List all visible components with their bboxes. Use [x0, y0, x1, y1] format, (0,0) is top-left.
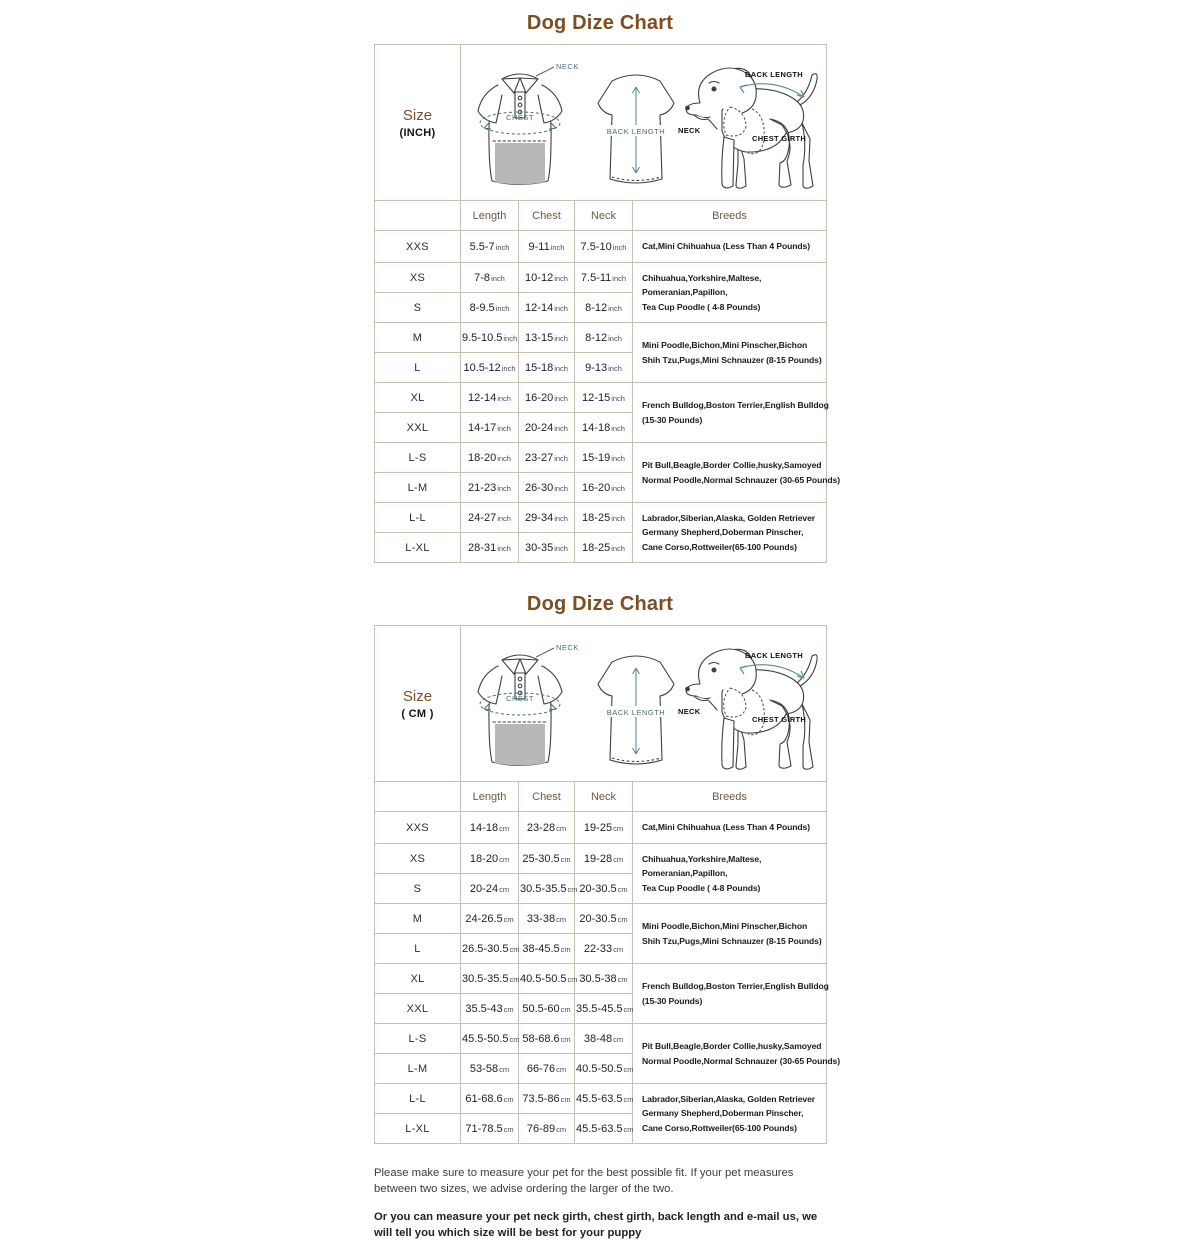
header-length: Length [461, 201, 519, 231]
unit-label: cm [503, 1004, 514, 1014]
unit-label: inch [611, 393, 625, 403]
size-value: M [375, 323, 461, 353]
unit-label: cm [617, 974, 628, 984]
front-neck-label: NECK [555, 643, 579, 652]
unit-label: cm [556, 823, 567, 833]
size-unit-label: (INCH) [399, 126, 436, 139]
length-value: 12-14 [468, 391, 497, 404]
chest-value: 30-35 [525, 541, 554, 554]
unit-label: cm [617, 914, 628, 924]
neck-value: 20-30.5 [579, 882, 617, 895]
unit-label: inch [491, 273, 505, 283]
unit-label: inch [503, 333, 518, 343]
neck-value: 18-25 [582, 511, 611, 524]
unit-label: cm [509, 944, 520, 954]
unit-label: cm [613, 854, 624, 864]
unit-label: cm [623, 1124, 634, 1134]
length-value: 24-26.5 [465, 912, 503, 925]
chest-value: 16-20 [525, 391, 554, 404]
size-chart-content [374, 0, 840, 1241]
length-value: 18-20 [469, 852, 499, 865]
chest-value: 38-45.5 [522, 942, 560, 955]
unit-label: cm [623, 1064, 634, 1074]
unit-label: inch [611, 483, 625, 493]
length-value: 21-23 [468, 481, 497, 494]
unit-label: inch [608, 303, 622, 313]
unit-label: cm [556, 1064, 567, 1074]
unit-label: cm [560, 854, 571, 864]
dog-back-length-label: BACK LENGTH [744, 70, 803, 79]
unit-label: inch [608, 363, 622, 373]
header-length: Length [461, 782, 519, 812]
size-value: L-L [375, 503, 461, 533]
chest-value: 10-12 [525, 271, 554, 284]
chest-value: 30.5-35.5 [520, 882, 567, 895]
dog-illustration [678, 68, 817, 188]
unit-label: inch [550, 242, 565, 252]
unit-label: cm [560, 1094, 571, 1104]
breeds-cell: French Bulldog,Boston Terrier,English Bulldog (15-30 Pounds) [633, 383, 827, 443]
breeds-cell: Cat,Mini Chihuahua (Less Than 4 Pounds) [633, 812, 827, 844]
back-shirt-length-label: BACK LENGTH [606, 127, 665, 136]
length-value: 9.5-10.5 [462, 331, 503, 344]
size-value: XL [375, 383, 461, 413]
breeds-cell: French Bulldog,Boston Terrier,English Bulldog (15-30 Pounds) [633, 964, 827, 1024]
neck-value: 40.5-50.5 [576, 1062, 623, 1075]
page-title-cm: Dog Dize Chart [526, 593, 674, 615]
unit-label: cm [613, 823, 624, 833]
size-value: L-XL [375, 1114, 461, 1144]
unit-label: cm [509, 974, 520, 984]
neck-value: 45.5-63.5 [576, 1092, 623, 1105]
unit-label: cm [623, 1094, 634, 1104]
breeds-cell: Mini Poodle,Bichon,Mini Pinscher,Bichon Shih Tzu,Pugs,Mini Schnauzer (8-15 Pounds) [633, 323, 827, 383]
dog-chest-girth-label: CHEST GIRTH [751, 134, 806, 143]
size-value: S [375, 874, 461, 904]
header-size-cell [375, 782, 461, 812]
breeds-cell: Cat,Mini Chihuahua (Less Than 4 Pounds) [633, 231, 827, 263]
size-unit-cell [375, 45, 461, 201]
chest-value: 73.5-86 [522, 1092, 560, 1105]
chest-value: 9-11 [528, 240, 550, 253]
unit-label: cm [560, 944, 571, 954]
dog-illustration [678, 649, 817, 769]
neck-value: 18-25 [582, 541, 611, 554]
unit-label: inch [611, 513, 625, 523]
table-row [375, 964, 827, 994]
front-chest-label: CHEST [505, 113, 534, 122]
unit-label: cm [567, 974, 578, 984]
size-value: L-M [375, 473, 461, 503]
page-title-inch: Dog Dize Chart [526, 12, 674, 34]
size-value: L-L [375, 1084, 461, 1114]
unit-label: inch [495, 303, 510, 313]
header-neck: Neck [575, 782, 633, 812]
unit-label: inch [611, 543, 625, 553]
dog-chest-girth-label: CHEST GIRTH [751, 715, 806, 724]
header-chest: Chest [519, 201, 575, 231]
neck-value: 7.5-10 [580, 240, 612, 253]
unit-label: cm [567, 884, 578, 894]
neck-value: 16-20 [582, 481, 611, 494]
unit-label: cm [499, 854, 510, 864]
size-unit-label: ( CM ) [401, 707, 434, 720]
unit-label: inch [497, 393, 511, 403]
length-value: 53-58 [469, 1062, 499, 1075]
length-value: 24-27 [468, 511, 497, 524]
length-value: 5.5-7 [469, 240, 495, 253]
measurement-diagram-cell [461, 626, 827, 782]
length-value: 28-31 [468, 541, 497, 554]
unit-label: inch [554, 483, 568, 493]
length-value: 14-17 [468, 421, 497, 434]
unit-label: cm [617, 884, 628, 894]
neck-value: 35.5-45.5 [576, 1002, 623, 1015]
neck-value: 9-13 [585, 361, 608, 374]
size-value: L-S [375, 443, 461, 473]
front-chest-label: CHEST [505, 694, 534, 703]
length-value: 30.5-35.5 [462, 972, 509, 985]
size-value: XS [375, 844, 461, 874]
table-row [375, 263, 827, 293]
email-note: Or you can measure your pet neck girth, chest girth, back length and e-mail us, we will tell you which size will be best for your puppy [374, 1211, 818, 1239]
length-value: 20-24 [469, 882, 499, 895]
unit-label: cm [623, 1004, 634, 1014]
unit-label: cm [503, 1094, 514, 1104]
table-row [375, 844, 827, 874]
header-chest: Chest [519, 782, 575, 812]
size-label: Size [402, 687, 433, 705]
unit-label: inch [497, 453, 511, 463]
unit-label: inch [554, 303, 568, 313]
breeds-cell: Chihuahua,Yorkshire,Maltese, Pomeranian,Papillon, Tea Cup Poodle ( 4-8 Pounds) [633, 844, 827, 904]
unit-label: cm [560, 1034, 571, 1044]
chest-value: 33-38 [526, 912, 556, 925]
chest-value: 20-24 [525, 421, 554, 434]
chest-value: 12-14 [525, 301, 554, 314]
table-header-row [375, 201, 827, 231]
length-value: 14-18 [469, 821, 499, 834]
neck-value: 38-48 [583, 1032, 613, 1045]
measurement-diagram-cell [461, 45, 827, 201]
chest-value: 58-68.6 [522, 1032, 560, 1045]
unit-label: inch [554, 333, 568, 343]
length-value: 61-68.6 [465, 1092, 503, 1105]
unit-label: cm [509, 1034, 520, 1044]
size-value: L-XL [375, 533, 461, 563]
neck-value: 20-30.5 [579, 912, 617, 925]
length-value: 26.5-30.5 [462, 942, 509, 955]
size-value: S [375, 293, 461, 323]
unit-label: inch [495, 242, 510, 252]
front-neck-label: NECK [555, 62, 579, 71]
unit-label: cm [556, 1124, 567, 1134]
breeds-cell: Chihuahua,Yorkshire,Maltese, Pomeranian,Papillon, Tea Cup Poodle ( 4-8 Pounds) [633, 263, 827, 323]
breeds-cell: Labrador,Siberian,Alaska, Golden Retriever Germany Shepherd,Doberman Pinscher, Cane Corso,Rottweiler(65-100 Pounds) [633, 1084, 827, 1144]
breeds-cell: Pit Bull,Beagle,Border Collie,husky,Samoyed Normal Poodle,Normal Schnauzer (30-65 Pounds) [633, 443, 827, 503]
size-value: L [375, 934, 461, 964]
length-value: 10.5-12 [463, 361, 501, 374]
unit-label: cm [556, 914, 567, 924]
neck-value: 15-19 [582, 451, 611, 464]
neck-value: 14-18 [582, 421, 611, 434]
neck-value: 22-33 [583, 942, 613, 955]
table-row [375, 503, 827, 533]
chest-value: 66-76 [526, 1062, 556, 1075]
unit-label: cm [499, 884, 510, 894]
neck-value: 19-25 [583, 821, 613, 834]
unit-label: inch [611, 423, 625, 433]
chest-value: 15-18 [525, 361, 554, 374]
header-neck: Neck [575, 201, 633, 231]
chest-value: 23-27 [525, 451, 554, 464]
neck-value: 8-12 [585, 331, 608, 344]
size-chart-table-inch [374, 44, 840, 563]
table-row [375, 323, 827, 353]
neck-value: 8-12 [585, 301, 608, 314]
unit-label: inch [554, 453, 568, 463]
unit-label: inch [501, 363, 516, 373]
neck-value: 12-15 [582, 391, 611, 404]
table-row [375, 1084, 827, 1114]
table-row [375, 383, 827, 413]
length-value: 18-20 [468, 451, 497, 464]
table-row [375, 443, 827, 473]
footer-notes [374, 1166, 832, 1241]
unit-label: inch [554, 273, 568, 283]
length-value: 71-78.5 [465, 1122, 503, 1135]
unit-label: inch [497, 483, 511, 493]
measurement-diagram [462, 626, 826, 776]
length-value: 35.5-43 [465, 1002, 503, 1015]
length-value: 8-9.5 [469, 301, 495, 314]
size-value: L-M [375, 1054, 461, 1084]
dog-back-length-label: BACK LENGTH [744, 651, 803, 660]
table-row [375, 1024, 827, 1054]
header-breeds: Breeds [633, 782, 827, 812]
size-value: XXS [375, 812, 461, 844]
header-breeds: Breeds [633, 201, 827, 231]
unit-label: inch [554, 423, 568, 433]
length-value: 45.5-50.5 [462, 1032, 509, 1045]
size-value: M [375, 904, 461, 934]
neck-value: 45.5-63.5 [576, 1122, 623, 1135]
dog-neck-label: NECK [677, 126, 700, 135]
neck-value: 19-28 [583, 852, 613, 865]
unit-label: cm [613, 944, 624, 954]
breeds-cell: Pit Bull,Beagle,Border Collie,husky,Samoyed Normal Poodle,Normal Schnauzer (30-65 Pounds) [633, 1024, 827, 1084]
size-value: XXL [375, 413, 461, 443]
unit-label: cm [503, 1124, 514, 1134]
unit-label: inch [611, 453, 625, 463]
table-row [375, 904, 827, 934]
measure-note: Please make sure to measure your pet for the best possible fit. If your pet measures between two sizes, we advise ordering the larger of the two. [374, 1167, 794, 1195]
neck-value: 7.5-11 [580, 271, 612, 284]
size-value: XXS [375, 231, 461, 263]
table-row [375, 231, 827, 263]
size-value: XXL [375, 994, 461, 1024]
breeds-cell: Labrador,Siberian,Alaska, Golden Retriever Germany Shepherd,Doberman Pinscher, Cane Corso,Rottweiler(65-100 Pounds) [633, 503, 827, 563]
size-chart-table-cm [374, 625, 840, 1144]
unit-label: inch [612, 242, 627, 252]
chest-value: 50.5-60 [522, 1002, 560, 1015]
size-label: Size [402, 106, 433, 124]
size-unit-cell [375, 626, 461, 782]
size-value: L-S [375, 1024, 461, 1054]
unit-label: inch [554, 513, 568, 523]
breeds-cell: Mini Poodle,Bichon,Mini Pinscher,Bichon Shih Tzu,Pugs,Mini Schnauzer (8-15 Pounds) [633, 904, 827, 964]
unit-label: cm [613, 1034, 624, 1044]
chest-value: 29-34 [525, 511, 554, 524]
unit-label: cm [499, 1064, 510, 1074]
unit-label: inch [497, 423, 511, 433]
measurement-diagram [462, 45, 826, 195]
chest-value: 76-89 [526, 1122, 556, 1135]
unit-label: cm [499, 823, 510, 833]
unit-label: inch [612, 273, 627, 283]
unit-label: inch [608, 333, 622, 343]
unit-label: inch [554, 543, 568, 553]
length-value: 7-8 [474, 271, 491, 284]
unit-label: inch [497, 513, 511, 523]
unit-label: inch [554, 363, 568, 373]
chest-value: 25-30.5 [522, 852, 560, 865]
size-value: L [375, 353, 461, 383]
unit-label: cm [503, 914, 514, 924]
header-size-cell [375, 201, 461, 231]
chest-value: 23-28 [526, 821, 556, 834]
size-value: XS [375, 263, 461, 293]
unit-label: inch [497, 543, 511, 553]
chest-value: 26-30 [525, 481, 554, 494]
dog-neck-label: NECK [677, 707, 700, 716]
table-row [375, 812, 827, 844]
unit-label: cm [560, 1004, 571, 1014]
back-shirt-length-label: BACK LENGTH [606, 708, 665, 717]
chest-value: 13-15 [525, 331, 554, 344]
unit-label: inch [554, 393, 568, 403]
size-value: XL [375, 964, 461, 994]
table-header-row [375, 782, 827, 812]
chest-value: 40.5-50.5 [520, 972, 567, 985]
neck-value: 30.5-38 [579, 972, 617, 985]
